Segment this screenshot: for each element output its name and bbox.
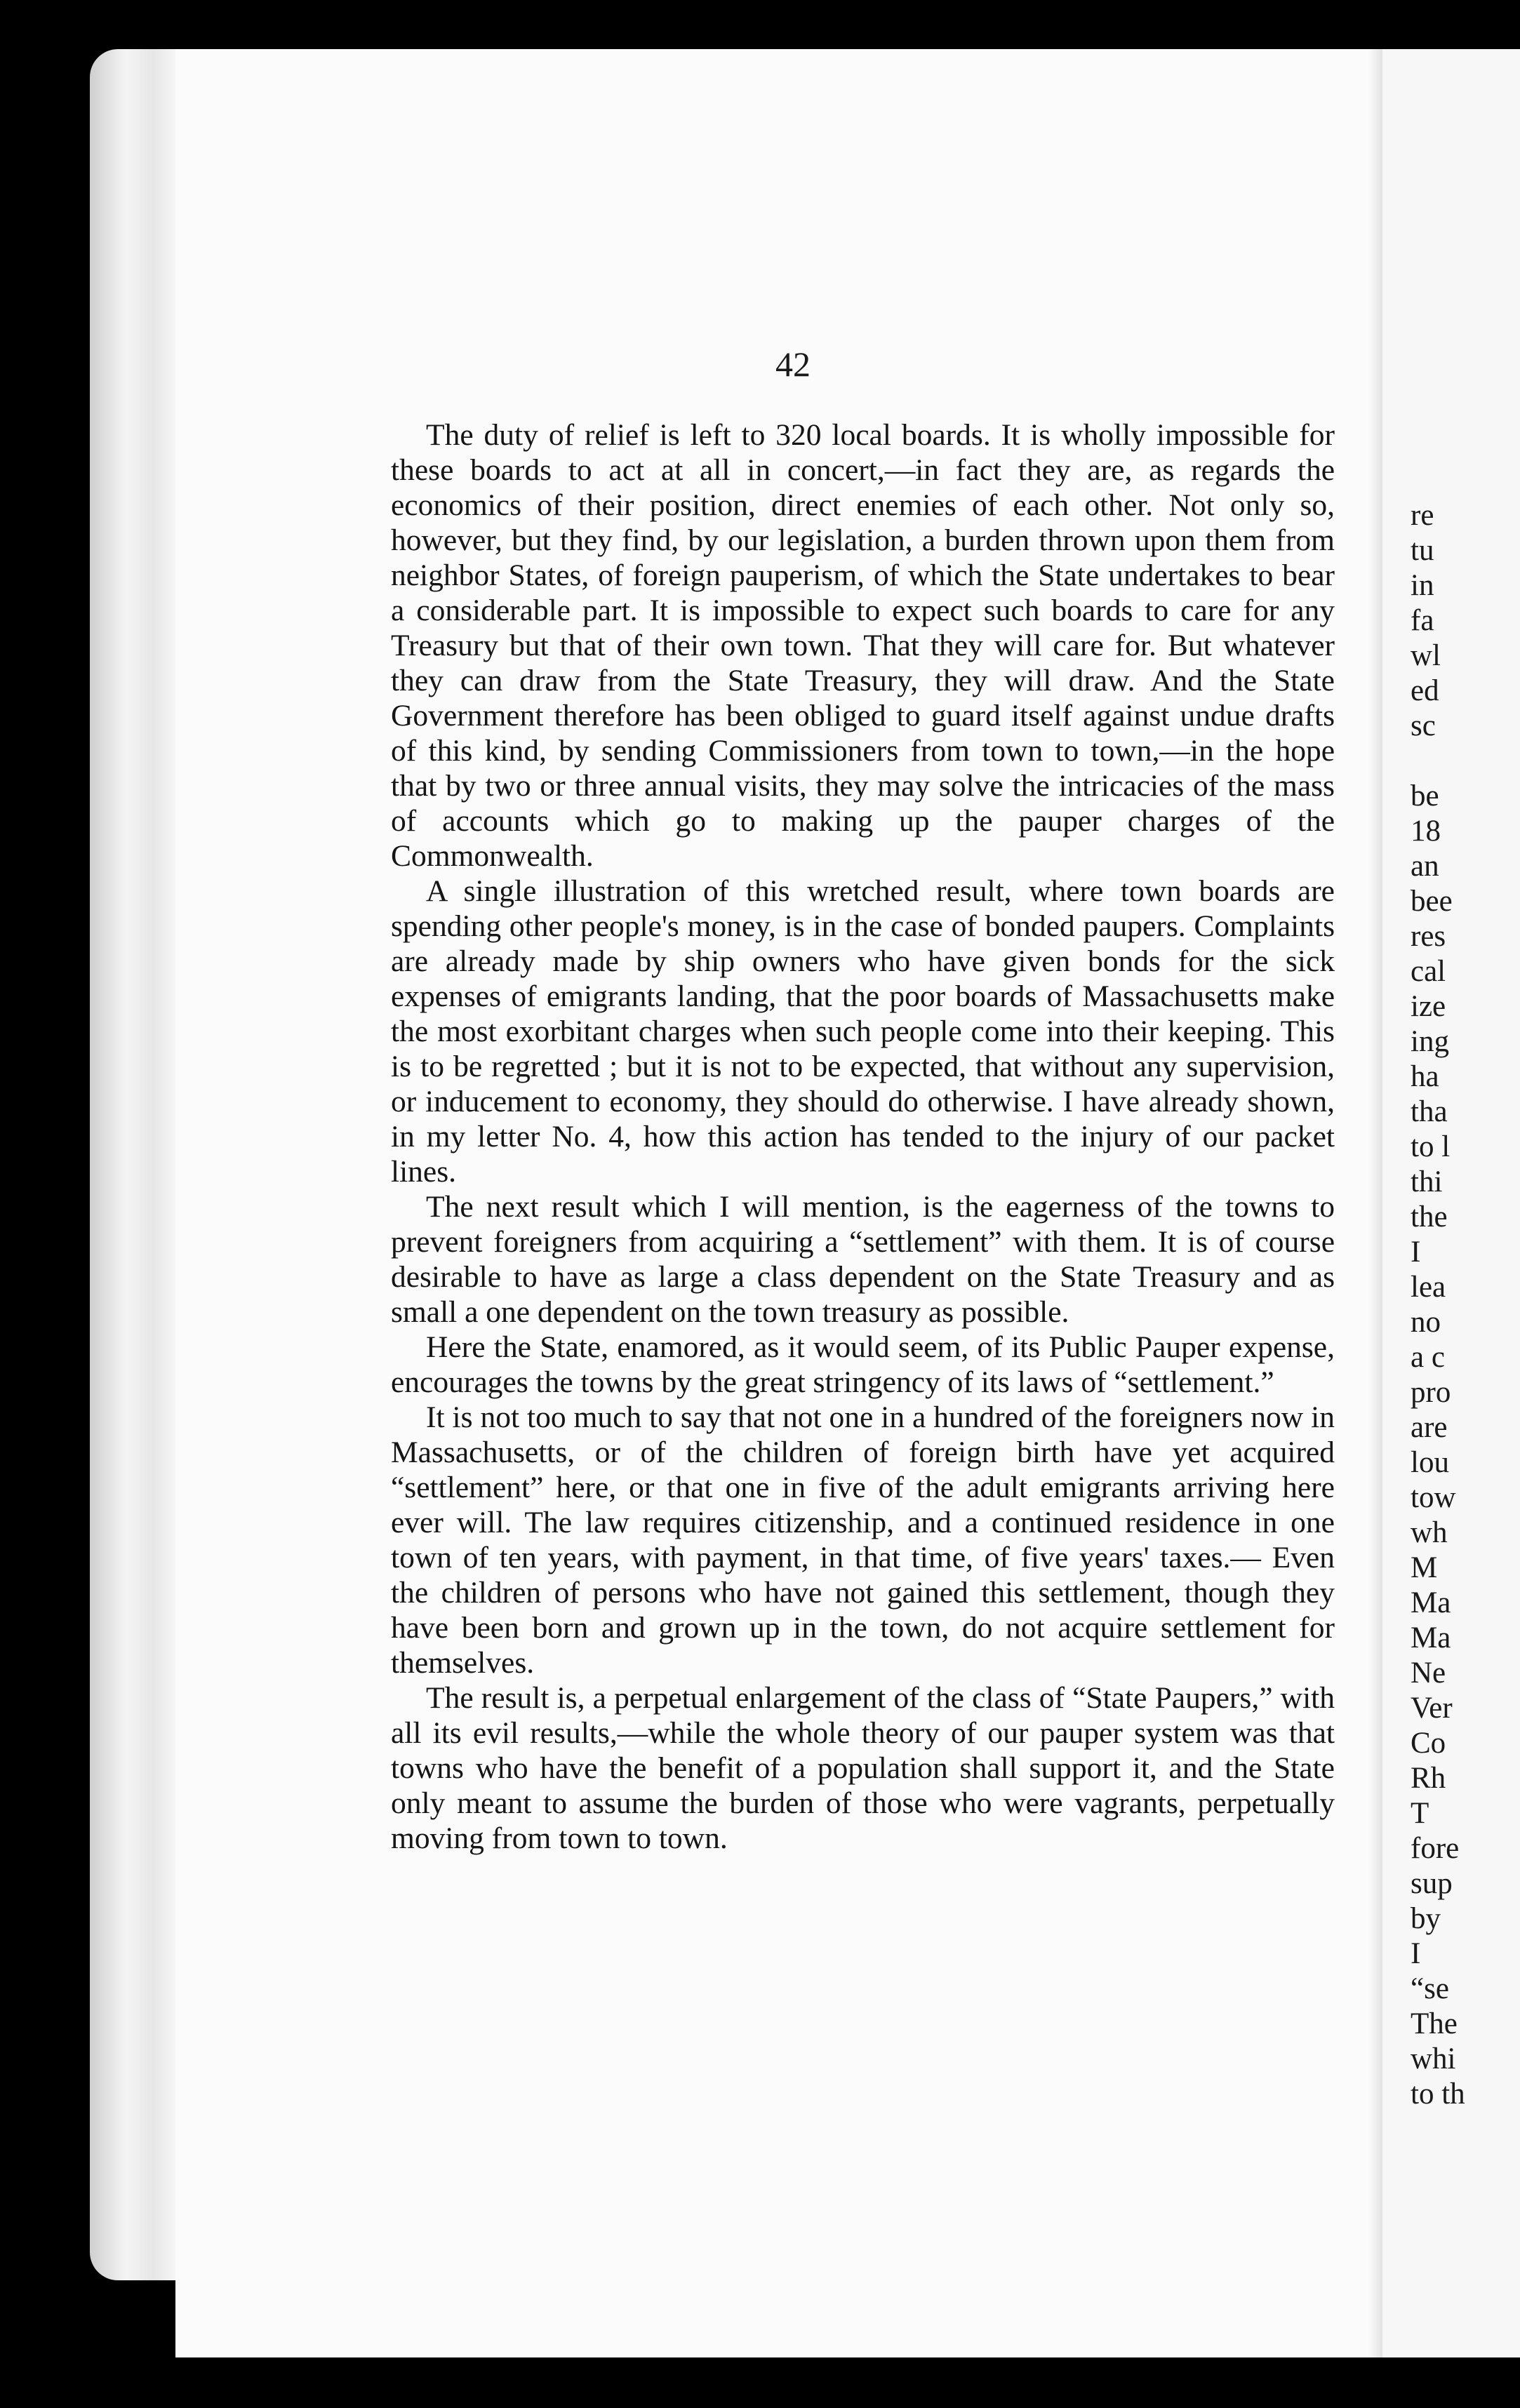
paragraph: Here the State, enamored, as it would seem, of its Public Pauper expense, encourages the towns by the great stringency of its laws of “settlement.” <box>391 1330 1335 1399</box>
facing-page-fragment: Ma <box>1411 1621 1451 1654</box>
facing-page-fragment: thi <box>1411 1165 1443 1198</box>
facing-page-fragment: pro <box>1411 1376 1451 1409</box>
facing-page-fragment: fa <box>1411 604 1434 637</box>
book-spine-edge <box>90 49 181 2280</box>
facing-page-fragment: res <box>1411 920 1446 953</box>
facing-page-fragment: ed <box>1411 674 1439 707</box>
paragraph: It is not too much to say that not one in a hundred of the foreigners now in Massachusetts, or of the children of foreign birth have yet acquired “settlement” here, or that one in five of the adult emigrants arriving here ever will. The law requires citizenship, and a continued residence in one town of ten years, with payment, in that time, of five years' taxes.— Even the children of persons who have not gained this settlement, though they have been born and grown up in the town, do not acquire settlement for themselves. <box>391 1400 1335 1680</box>
paragraph: The next result which I will mention, is the eagerness of the towns to prevent foreigners from acquiring a “settlement” with them. It is of course desirable to have as large a class dependent on the State Treasury and as small a one dependent on the town treasury as possible. <box>391 1190 1335 1329</box>
facing-page-fragment: I <box>1411 1937 1421 1970</box>
facing-page-fragment: are <box>1411 1411 1448 1444</box>
facing-page-fragment: Ver <box>1411 1692 1453 1725</box>
facing-page-fragment: no <box>1411 1306 1441 1339</box>
facing-page-fragment: by <box>1411 1902 1441 1935</box>
facing-page-fragment: Ne <box>1411 1657 1446 1690</box>
facing-page-fragment: ing <box>1411 1025 1449 1058</box>
page-number: 42 <box>775 345 811 384</box>
facing-page-fragment: re <box>1411 499 1434 532</box>
facing-page-fragment: Rh <box>1411 1762 1446 1795</box>
facing-page-fragment: 18 <box>1411 815 1441 848</box>
facing-page-fragment: to l <box>1411 1130 1451 1163</box>
facing-page-fragment: sup <box>1411 1867 1453 1900</box>
facing-page-fragment: Ma <box>1411 1586 1451 1619</box>
facing-page-fragment: sc <box>1411 709 1436 742</box>
facing-page-fragment: a c <box>1411 1341 1445 1374</box>
facing-page-fragment: whi <box>1411 2042 1456 2075</box>
facing-page-fragment: ha <box>1411 1060 1439 1093</box>
facing-page-fragment: an <box>1411 850 1439 883</box>
facing-page-fragment: fore <box>1411 1832 1460 1865</box>
facing-page-fragment: Co <box>1411 1727 1446 1760</box>
body-text <box>391 417 1335 1856</box>
facing-page-fragment: to th <box>1411 2078 1465 2111</box>
facing-page-fragment: the <box>1411 1200 1448 1233</box>
facing-page-fragment: T <box>1411 1797 1429 1830</box>
facing-page-fragment: wh <box>1411 1516 1448 1549</box>
facing-page-fragment: tow <box>1411 1481 1456 1514</box>
facing-page-fragment: wl <box>1411 639 1441 672</box>
facing-page-fragment: be <box>1411 780 1439 812</box>
facing-page-fragment: bee <box>1411 885 1453 918</box>
facing-page-fragment: M <box>1411 1551 1438 1584</box>
facing-page-fragment: tha <box>1411 1095 1448 1128</box>
paragraph: A single illustration of this wretched result, where town boards are spending other people's money, is in the case of bonded paupers. Complaints are already made by ship owners who have given bonds for the sick expenses of emigrants landing, that the poor boards of Massachusetts make the most exorbitant charges when such people come into their keeping. This is to be regretted ; but it is not to be expected, that without any supervision, or inducement to economy, they should do otherwise. I have already shown, in my letter No. 4, how this action has tended to the injury of our packet lines. <box>391 874 1335 1189</box>
facing-page <box>1382 49 1520 2357</box>
facing-page-fragment: cal <box>1411 955 1446 988</box>
facing-page-fragment: ize <box>1411 990 1446 1023</box>
facing-page-fragment: The <box>1411 2007 1458 2040</box>
facing-page-fragment: lou <box>1411 1446 1449 1479</box>
facing-page-fragment: “se <box>1411 1972 1449 2005</box>
facing-page-fragment: tu <box>1411 534 1434 567</box>
paragraph: The result is, a perpetual enlargement of the class of “State Paupers,” with all its evil results,—while the whole theory of our pauper system was that towns who have the benefit of a population shall support it, and the State only meant to assume the burden of those who were vagrants, perpetually moving from town to town. <box>391 1681 1335 1855</box>
paragraph: The duty of relief is left to 320 local boards. It is wholly impossible for these boards to act at all in concert,—in fact they are, as regards the economics of their position, direct enemies of each other. Not only so, however, but they find, by our legislation, a burden thrown upon them from neighbor States, of foreign pauperism, of which the State undertakes to bear a considerable part. It is impossible to expect such boards to care for any Treasury but that of their own town. That they will care for. But whatever they can draw from the State Treasury, they will draw. And the State Government therefore has been obliged to guard itself against undue drafts of this kind, by sending Commissioners from town to town,—in the hope that by two or three annual visits, they may solve the intricacies of the mass of accounts which go to making up the pauper charges of the Commonwealth. <box>391 418 1335 873</box>
facing-page-fragment: in <box>1411 569 1434 602</box>
facing-page-fragment: lea <box>1411 1271 1446 1304</box>
facing-page-fragment: I <box>1411 1236 1421 1269</box>
